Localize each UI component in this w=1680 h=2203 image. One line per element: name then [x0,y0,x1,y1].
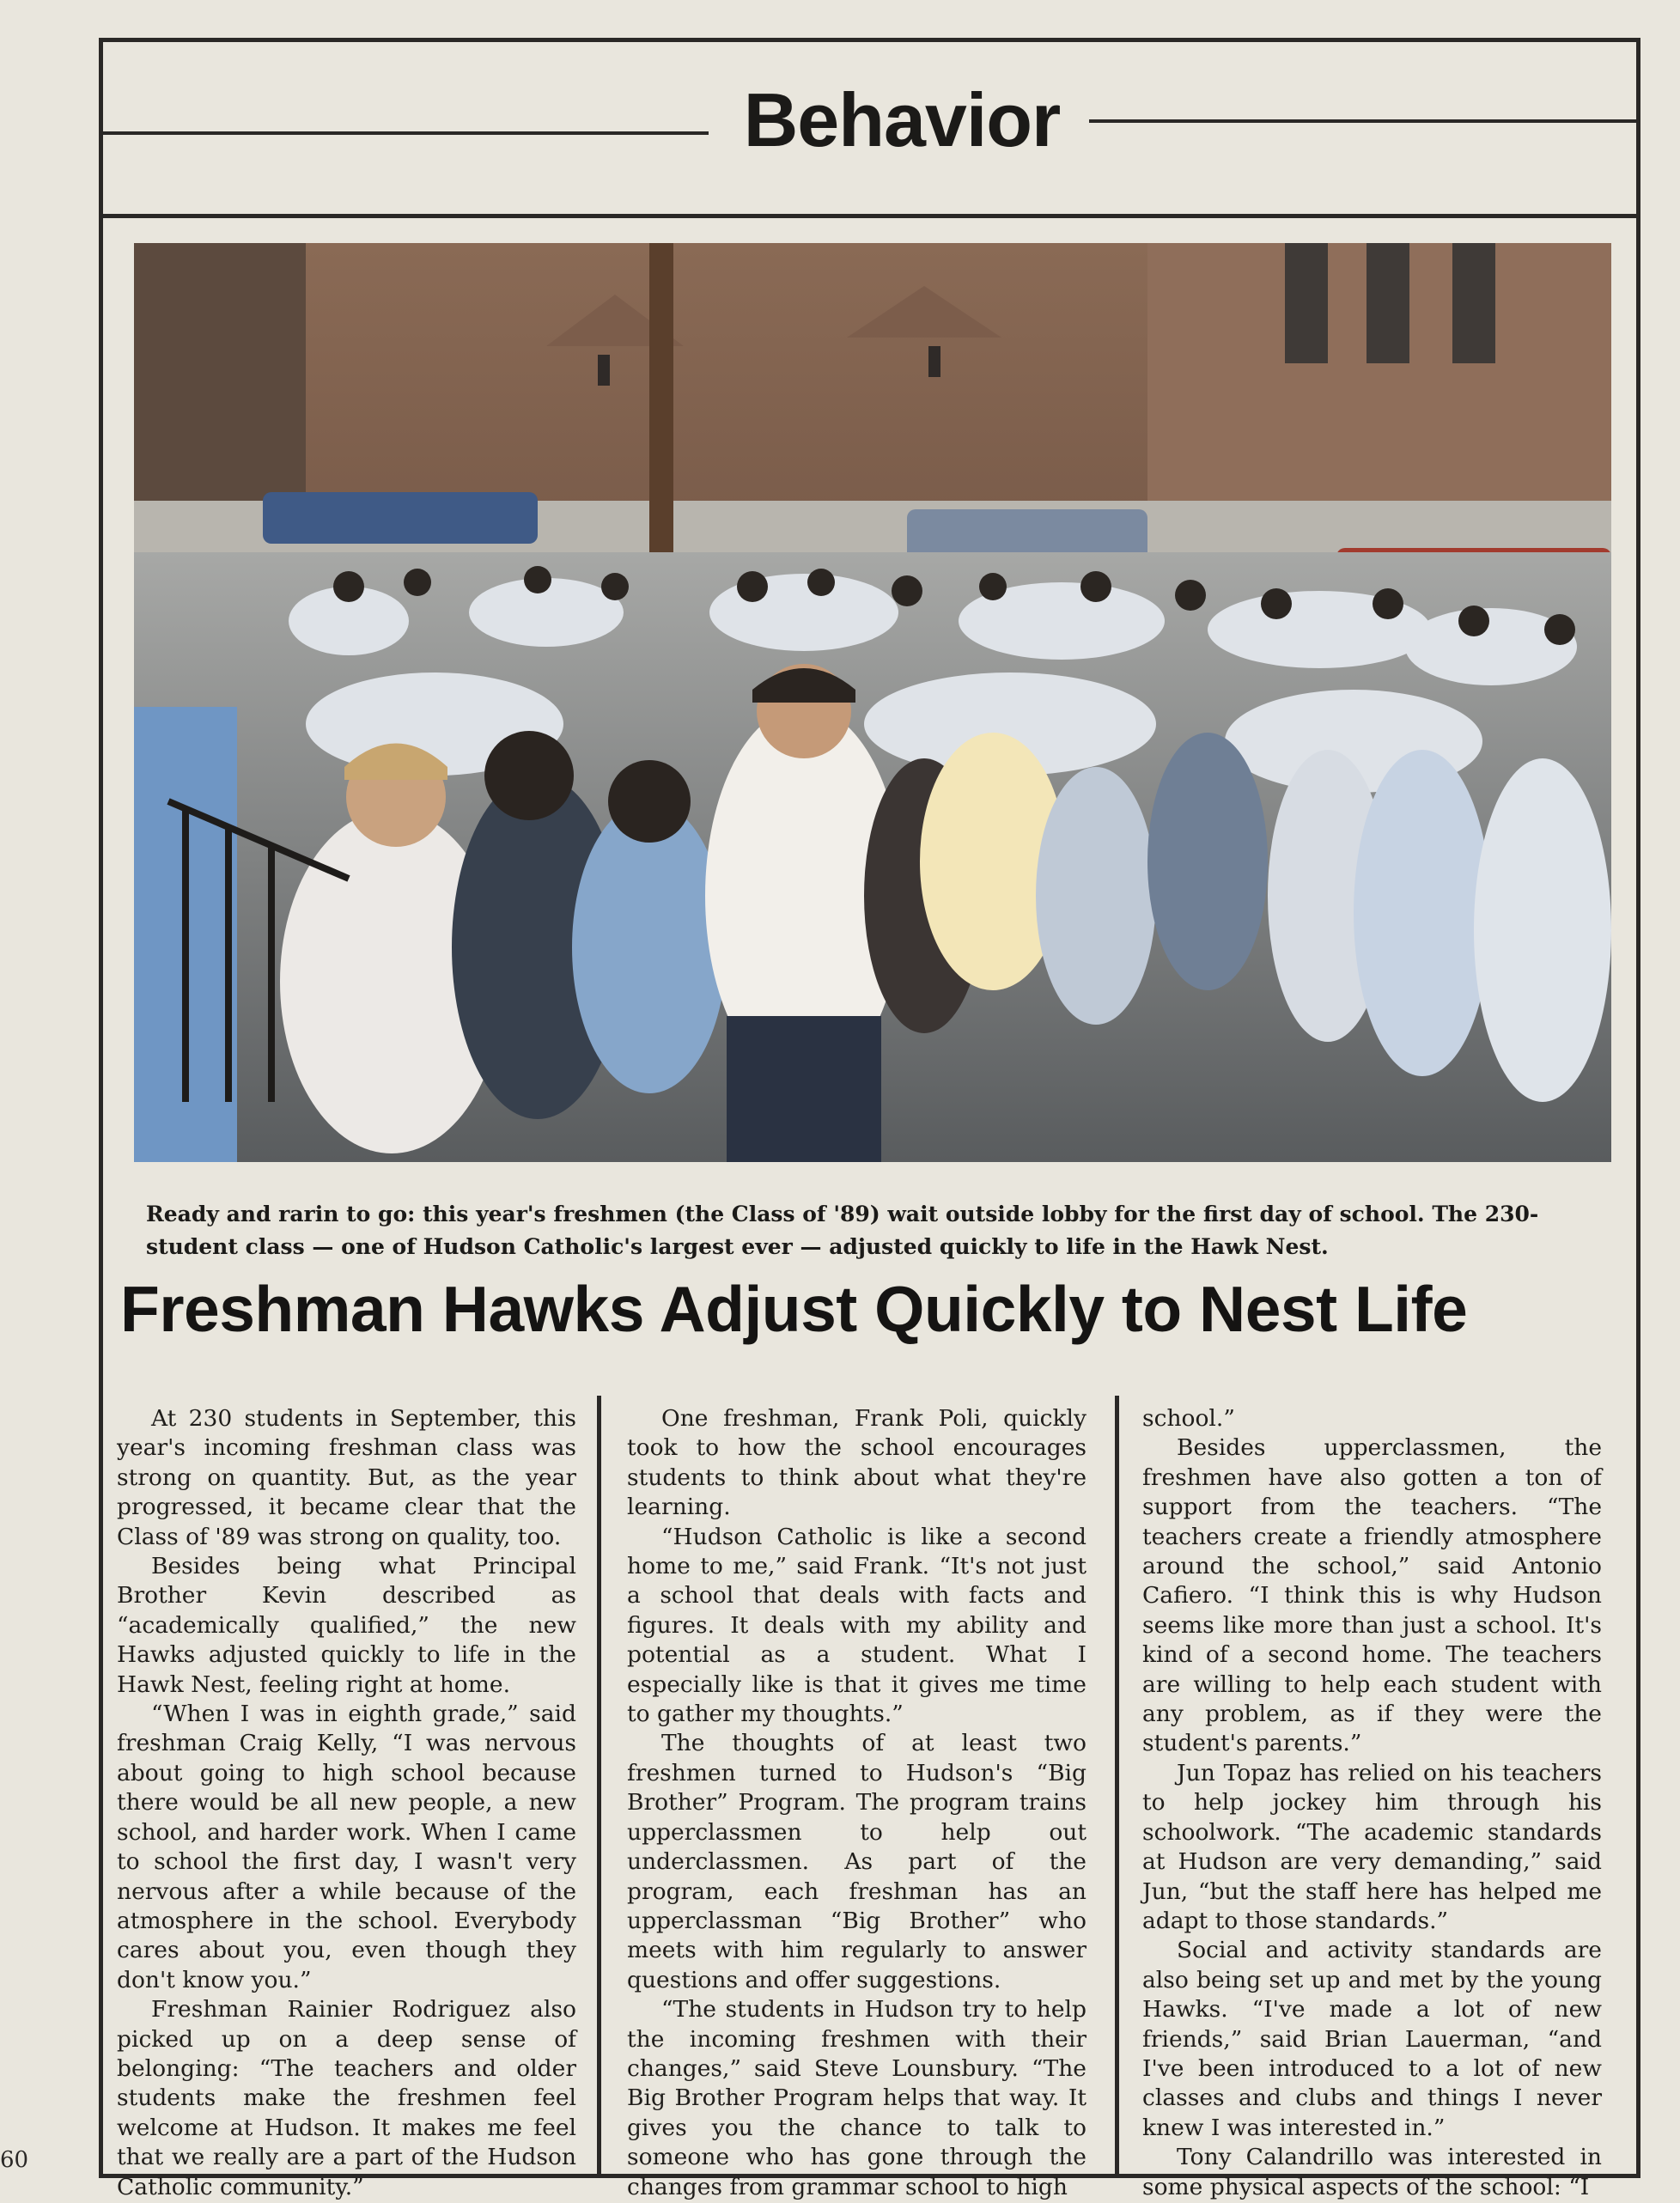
paragraph: Besides upperclassmen, the freshmen have also gotten a ton of support from the teachers. “The teachers create a friendly atmosphere around the school,” said Antonio Cafiero. “I think this is why Hudson seems like more than just a school. It's kind of a second home. The teachers are willing to help each student with any problem, as if they were the student's parents.” [1142,1434,1602,1757]
paragraph: Jun Topaz has relied on his teachers to help jockey him through his schoolwork. “The academic standards at Hudson are very demanding,” said Jun, “but the staff here has helped me adapt to those standards.” [1142,1759,1602,1934]
article-headline: Freshman Hawks Adjust Quickly to Nest Life [120,1273,1468,1345]
freshmen-photo-illustration [134,243,1611,1162]
paragraph: school.” [1142,1405,1235,1432]
paragraph: Freshman Rainier Rodriguez also picked up on a deep sense of belonging: “The teachers and older students make the freshmen feel welcome at Hudson. It makes me feel that we really are a part of the Hudson Catholic community.” [117,1996,576,2200]
column-divider [597,1396,601,2174]
paragraph: “When I was in eighth grade,” said freshman Craig Kelly, “I was nervous about going to high school because there would be all new people, a new school, and harder work. When I came to school the first day, I wasn't very nervous after a while because of the atmosphere in the school. Everybody cares about you, even though they don't know you.” [117,1701,576,1993]
paragraph: Social and activity standards are also being set up and met by the young Hawks. “I've made a lot of new friends,” said Brian Lauerman, “and I've been introduced to a lot of new classes and clubs and things I never knew I was interested in.” [1142,1937,1602,2141]
freshmen-photo [134,243,1611,1162]
page-number: 60 [0,2147,29,2173]
paragraph: At 230 students in September, this year's incoming freshman class was strong on quantity. But, as the year progressed, it became clear that the Class of '89 was strong on quality, too. [117,1405,576,1550]
paragraph: Tony Calandrillo was interested in some physical aspects of the school: “I [1142,2144,1602,2200]
article-column-1 [117,1404,576,2202]
article-column-2 [627,1404,1087,2202]
photo-caption: Ready and rarin to go: this year's freshmen (the Class of '89) wait outside lobby for the first day of school. The 230-student class — one of Hudson Catholic's largest ever — adjusted quickly to life in the Hawk Nest. [146,1202,1539,1259]
page-frame [99,38,1640,2200]
paragraph: The thoughts of at least two freshmen turned to Hudson's “Big Brother” Program. The program trains upperclassmen to help out underclassmen. As part of the program, each freshman has an upperclassman “Big Brother” who meets with him regularly to answer questions and offer suggestions. [627,1730,1087,1993]
paragraph: Besides being what Principal Brother Kevin described as “academically qualified,” the new Hawks adjusted quickly to life in the Hawk Nest, feeling right at home. [117,1553,576,1698]
article-body [103,1365,1636,2200]
section-header [103,42,1636,218]
paragraph: “Hudson Catholic is like a second home to me,” said Frank. “It's not just a school that deals with facts and figures. It deals with my ability and potential as a student. What I especially like is that it gives me time to gather my thoughts.” [627,1523,1087,1728]
section-title: Behavior [743,77,1061,162]
article-column-3 [1142,1404,1602,2202]
header-rule-left [103,131,709,135]
paragraph: “The students in Hudson try to help the incoming freshmen with their changes,” said Steve Lounsbury. “The Big Brother Program helps that way. It gives you the chance to talk to someone who has gone through the changes from grammar school to high [627,1996,1087,2200]
paragraph: One freshman, Frank Poli, quickly took to how the school encourages students to think about what they're learning. [627,1405,1087,1521]
header-rule-right [1089,119,1636,123]
column-divider [1115,1396,1119,2174]
